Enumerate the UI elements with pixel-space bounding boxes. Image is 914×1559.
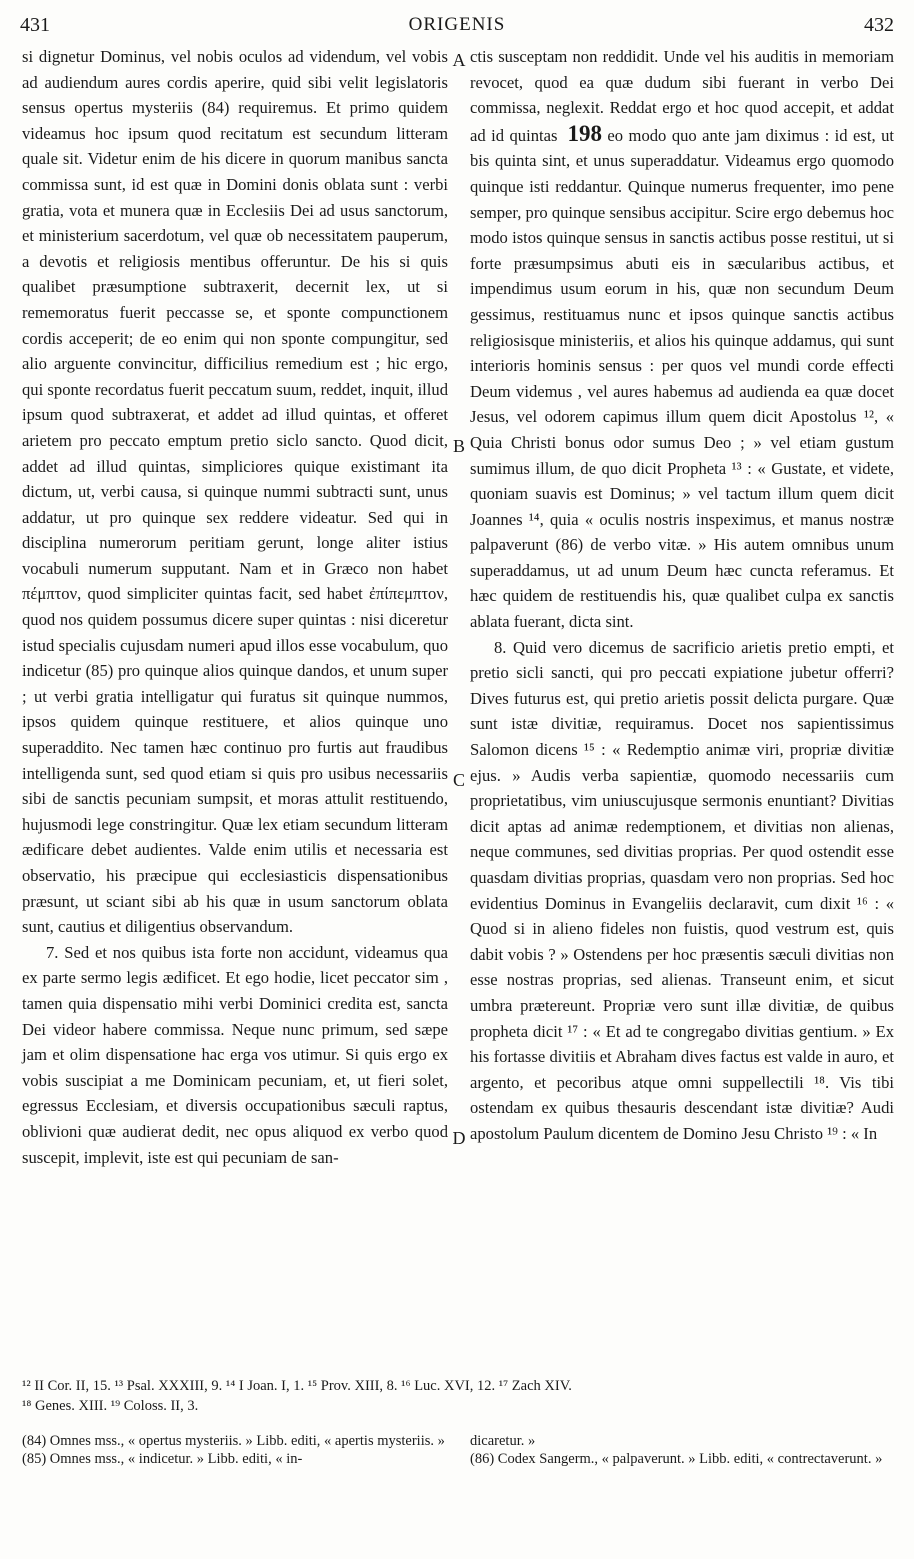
section-marker-a: A	[452, 50, 466, 70]
references-row-1: ¹² II Cor. II, 15. ¹³ Psal. XXXIII, 9. ¹⁴ I Joan. I, 1. ¹⁵ Prov. XIII, 8. ¹⁶ Luc. XVI, 12. ¹⁷ Zach XIV.	[22, 1378, 572, 1394]
right-paragraph-1-rest: eo modo quo ante jam diximus : id est, ut bis quinta sint, et unus superaddatur. Videamus ergo quomodo quinque isti reddantur. Quinque numerus frequenter, imo pene semper, pro quinque sensibus accipitur. Scire ergo debemus hoc modo istos quinque sensus in sanctis actibus posse restitui, ut si forte præsumpsimus abuti eis in sæcularibus actibus, et impendimus usum eorum in his, quæ non secundum Deum gessimus, restituamus nunc et ipsos quinque sanctis actibus religiosisque ministeriis, et alios his quinque addamus, qui sunt interioris hominis sensus : per quos vel mundi corde effecti Deum videmus , vel aures habemus ad audienda ea quæ docet Jesus, vel odorem capimus illum quem dicit Apostolus ¹², « Quia Christi bonus odor sumus Deo ; » vel etiam gustum sumimus illum, de quo dicit Propheta ¹³ : « Gustate, et videte, quoniam suavis est Dominus; » vel tactum illum quem dicit Joannes ¹⁴, quia « oculis nostris inspeximus, et manus nostræ palpaverunt (86) de verbo vitæ. » His autem omnibus unum superaddamus, ut ad unum Deum hæc cuncta referamus. Et hæc quidem de restituendis his, quæ qualibet culpa ex sanctis ablata fuerant, dicta sint.	[470, 125, 894, 632]
section-marker-b: B	[452, 436, 465, 456]
footnote-86: (86) Codex Sangerm., « palpaverunt. » Libb. editi, « contrectaverunt. »	[470, 1451, 883, 1467]
running-title: ORIGENIS	[408, 14, 506, 35]
left-paragraph-7: 7. Sed et nos quibus ista forte non accidunt, videamus qua ex parte sermo legis ædificet. Et ego hodie, licet peccator sim , tamen quia dispensatio mihi verbi Dominici credita est, sancta Dei videor habere commissa. Neque nunc primum, sed sæpe jam et olim dispensatione hac erga vos utimur. Si quis ergo ex vobis suscipiat a me Dominicam pecuniam, et, ut fieri solet, egressus Ecclesiam, et diversis occupationibus sæculi raptus, oblivioni quæ audierat dedit, nec opus aliquod ex verbo quod suscepit, implevit, iste est qui pecuniam de san-	[22, 942, 448, 1167]
references-row-2: ¹⁸ Genes. XIII. ¹⁹ Coloss. II, 3.	[22, 1398, 199, 1414]
footnotes-right	[470, 1432, 894, 1468]
right-paragraph-1-start: ctis susceptam non reddidit. Unde vel his auditis in memoriam revocet, quod ea quæ dudum sibi fuerant in verbo Dei commissa, neglexit. Reddat ergo et hoc quod accepit, et addat ad id quintas	[470, 47, 894, 145]
margin-number: 198	[567, 120, 602, 146]
section-marker-c: C	[452, 770, 465, 790]
footnote-85: (85) Omnes mss., « indicetur. » Libb. editi, « in-	[22, 1451, 303, 1467]
footnotes-left	[22, 1432, 448, 1468]
right-paragraph-8: 8. Quid vero dicemus de sacrificio arietis pretio empti, et pretio sicli sancti, qui pro peccati expiatione jubetur offerri? Dives futurus est, qui pretio arietis possit delicta purgare. Quæ sunt istæ divitiæ, requiramus. Docet nos sapientissimus Salomon dicens ¹⁵ : « Redemptio animæ viri, propriæ divitiæ ejus. » Audis verba sapientiæ, quomodo necessariis cum proprietatibus, vim uniuscujusque sermonis enuntiant? Divitias dicit aptas ad animæ redemptionem, et divitias non alienas, neque communes, sed divitias proprias. Per quod ostendit esse quasdam divitias proprias, quasdam vero non proprias. Sed hoc evidentius Dominus in Evangeliis declaravit, cum dixit ¹⁶ : « Quod si in alieno fideles non fuistis, quod vestrum est, quis dabit vobis ? » Ostendens per hoc præsentis sæculi divitias non esse nostras proprias, sed alienas. Transeunt enim, et sicut umbra prætereunt. Propriæ vero sunt illæ divitiæ, de quibus propheta dicit ¹⁷ : « Et ad te congregabo divitias gentium. » Ex his fortasse divitiis et Abraham dives factus est valde in auro, et argento, et pecoribus atque omni suppellectili ¹⁸. Vis tibi ostendam ex quibus thesauris descendant istæ divitiæ? Audi apostolum Paulum dicentem de Domino Jesu Christo ¹⁹ : « In	[470, 637, 894, 1143]
left-column	[22, 44, 448, 1170]
right-column	[470, 44, 894, 1147]
right-paragraph-1	[470, 44, 894, 635]
page-number-left: 431	[20, 14, 50, 36]
footnote-85-continued: dicaretur. »	[470, 1433, 536, 1449]
page-number-right: 432	[864, 14, 894, 36]
scripture-references	[22, 1376, 898, 1416]
footnote-84: (84) Omnes mss., « opertus mysteriis. » Libb. editi, « apertis mysteriis. »	[22, 1433, 445, 1449]
left-paragraph-1: si dignetur Dominus, vel nobis oculos ad videndum, vel vobis ad audiendum aures cordis aperire, quid sibi velit legislatoris sensus opertus mysteriis (84) requiremus. Et primo quidem videamus hoc ipsum quod recitatum est secundum litteram quale sit. Videtur enim de his dicere in quorum manibus sancta commissa sunt, id est quæ in Domini donis oblata sunt : verbi gratia, vota et munera quæ in Ecclesiis Dei ad usus sanctorum, et ministerium sacerdotum, vel quæ ob necessitatem pauperum, a devotis et religiosis mentibus offeruntur. De his si quis qualibet præsumptione subtraxerit, decernit lex, ut si rememoratus fuerit peccasse se, et sponte compunctionem cordis acceperit; de eo enim qui non sponte compungitur, sed alio arguente convincitur, difficilius remedium est ; hic ergo, qui sponte recordatus fuerit peccatum suum, reddet, inquit, illud ipsum quod subtraxerat, et addet ad illud quintas, et offeret arietem pro peccato emptum pretio siclo sancto. Quod dicit, addet ad illud quintas, simpliciores quique existimant ita dictum, ut, verbi causa, si quinque nummi subtracti sunt, unus addatur, ut pro quinque sex reddere videatur. Sed qui in disciplina numerorum peritiam gerunt, longe aliter istius vocabuli numerum supputant. Nam et in Græco non habet πέμπτον, quod simpliciter quintas facit, sed habet ἐπίπεμπτον, quod nos quidem possumus dicere super quintas : nisi diceretur istud specialis cujusdam numeri apud illos esse vocabulum, quo indicetur (85) pro quinque alios quinque dandos, et unum super ; ut verbi gratia intelligatur qui furatus sit quinque nummos, ipsos quidem quinque restituere, et alios quinque uno superaddito. Nec tamen hæc continuo pro furtis aut fraudibus intelligenda sunt, sed quod etiam si quis pro usibus necessariis sibi de sanctis pecuniam sumpsit, et moras attulit restituendo, hujusmodi lege constringitur. Quæ lex etiam secundum litteram ædificare debet audientes. Valde enim utilis et necessaria est observatio, his præcipue qui ecclesiasticis dispensationibus præsunt, ut sciant sibi ab his quæ in usum sanctorum oblata sunt, cautius et diligentius observandum.	[22, 47, 448, 937]
section-marker-d: D	[452, 1128, 466, 1148]
running-header	[20, 14, 894, 42]
